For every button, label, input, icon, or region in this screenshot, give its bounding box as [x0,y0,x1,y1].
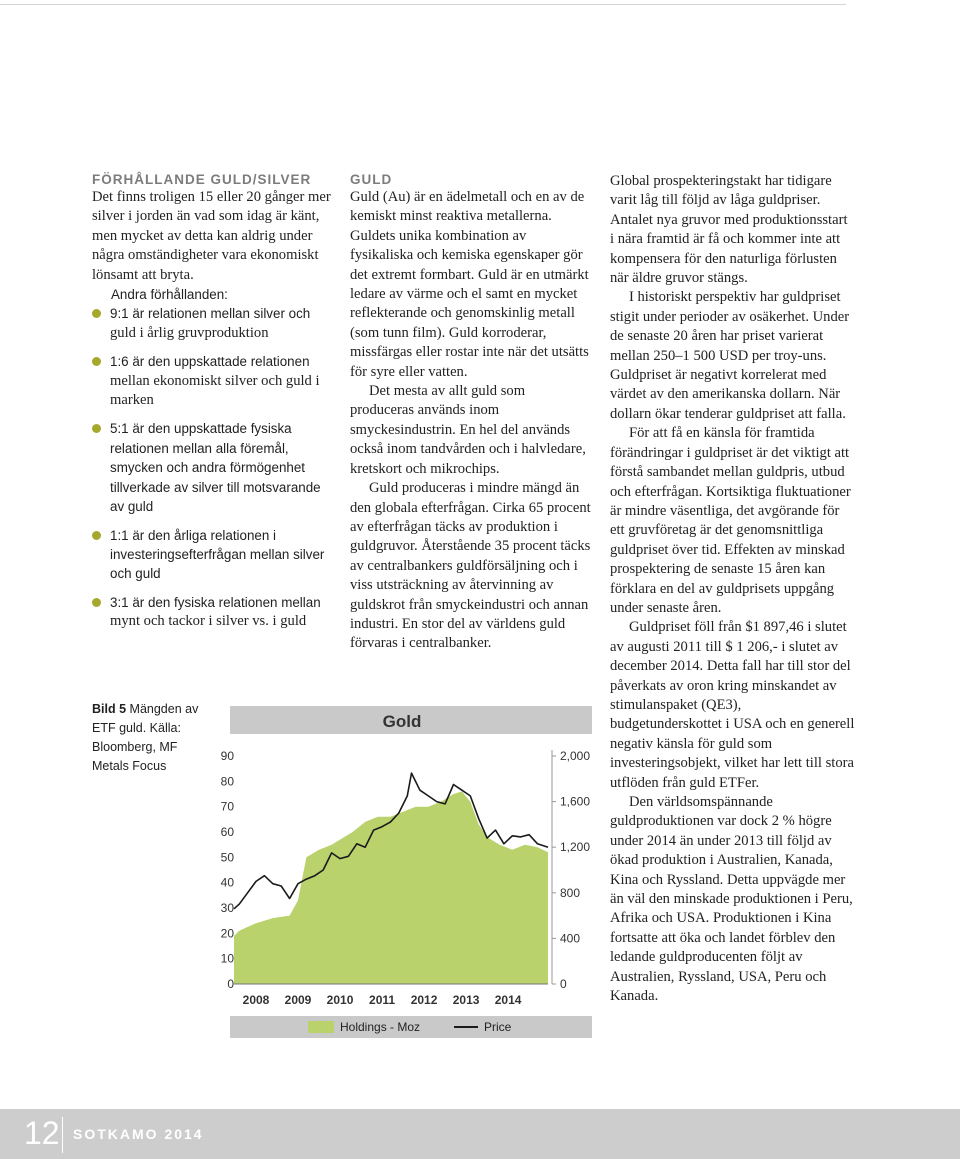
y-left-tick-label: 60 [220,825,234,839]
y-right-tick-label: 1,200 [560,840,591,855]
page-footer [0,1109,960,1159]
bullet-dot-icon [92,598,101,607]
y-right-tick-label: 2,000 [560,749,591,763]
list-item: 5:1 är den uppskattade fysiska relationen mellan alla föremål, smycken och andra förmögenhet tillverkade av silver till motsvarande av guld [92,419,332,516]
figure-caption-text: Mängden av ETF guld. Källa: Bloomberg, MF Metals Focus [92,702,199,773]
x-tick-label: 2013 [452,993,480,1007]
section-heading-gold: GULD [350,172,393,187]
y-left-tick-label: 20 [220,926,234,941]
paragraph: Guldpriset föll från $1 897,46 i slutet av augusti 2011 till $ 1 206,- i slutet av december 2014. Detta fall har till stor del påverkats av oron kring minskandet av stimulanspaket (QE3), budgetunderskottet i USA och en generell negativ känsla för guld som investeringsobjekt, vilket har lett till stora utflöden från guld ETFer. [610,619,855,791]
list-item: 1:1 är den årliga relationen i investeringsefterfrågan mellan silver och guld [92,526,332,584]
bullet-dot-icon [92,357,101,366]
list-item: 3:1 är den fysiska relationen mellan mynt och tackor i silver vs. i guld [92,593,332,632]
figure-label: Bild 5 [92,702,127,716]
chart-title: Gold [382,712,422,731]
lead-text: Andra förhållanden: [111,287,228,303]
paragraph: Guld produceras i mindre mängd än den globala efterfrågan. Cirka 65 procent av efterfrågan täcks av produktion i guldgruvor. Återstående 35 procent täcks av centralbankers guldförsäljning och i viss utsträckning av återvinning av guldskrot från smyckeindustri och annan industri. En stor del av världens guld förvaras i centralbanker. [350,480,591,652]
y-left-tick-label: 0 [227,977,234,991]
legend-label-holdings: Holdings - Moz [340,1020,421,1034]
gold-etf-chart [216,698,606,1040]
publication-title: SOTKAMO 2014 [73,1126,204,1142]
y-right-tick-label: 1,600 [560,794,591,809]
paragraph: I historiskt perspektiv har guldpriset stigit under perioder av osäkerhet. Under de senaste 20 åren har priset varierat mellan 250–1 500 USD per troy-uns. Guldpriset är negativt korrelerat med värdet av den amerikanska dollarn. När dollarn ökar tenderar guldpriset att falla. [610,289,850,422]
paragraph: Den världsomspännande guldproduktionen var dock 2 % högre under 2014 än under 2013 till följd av ökad produktion i Australien, Kanada, Kina och Ryssland. Detta uppvägde mer än väl den minskade produktionen i Peru, Afrika och USA. Produktionen i Kina fortsatte att öka och landet förblev den ledande guldproducenten följt av Australien, Ryssland, USA, Peru och Kanada. [610,794,853,1005]
bullet-dot-icon [92,531,101,540]
x-tick-label: 2010 [326,993,354,1007]
x-tick-label: 2012 [410,993,438,1007]
list-item: 9:1 är relationen mellan silver och guld i årlig gruvproduktion [92,304,332,343]
y-right-tick-label: 400 [560,931,581,946]
y-right-tick-label: 800 [560,885,581,900]
paragraph: Det mesta av allt guld som produceras används inom smyckesindustrin. En hel del används också inom tandvården och i halvledare, kretskort och mikrochips. [350,383,586,477]
y-left-tick-label: 70 [220,799,234,814]
y-left-tick-label: 80 [220,774,234,789]
x-tick-label: 2011 [369,993,396,1007]
x-tick-label: 2014 [494,993,522,1007]
x-tick-label: 2008 [242,993,270,1007]
bullet-dot-icon [92,424,101,433]
page-number: 12 [24,1115,60,1151]
y-left-tick-label: 30 [220,901,234,915]
left-column [92,172,332,632]
legend-label-price: Price [484,1020,512,1034]
section-heading-gold-silver: FÖRHÅLLANDE GULD/SILVER [92,172,312,187]
footer-divider [62,1117,63,1153]
ratio-list [92,304,332,631]
x-tick-label: 2009 [284,993,312,1007]
intro-paragraph: Det finns troligen 15 eller 20 gånger mer silver i jorden än vad som idag är känt, men mycket av detta kan aldrig under några omständigheter vara ekonomiskt lönsamt att bryta. [92,189,331,283]
y-left-tick-label: 10 [220,951,234,966]
y-left-tick-label: 50 [220,850,234,865]
figure-caption [92,700,212,776]
chart-svg [216,698,606,1040]
legend-swatch-holdings [308,1021,334,1033]
top-rule [0,4,846,5]
paragraph: Global prospekteringstakt har tidigare varit låg till följd av låga guldpriser. Antalet nya gruvor med produktionsstart i nära framtid är få och kommer inte att kompensera för den naturliga förlusten när äldre gruvor stängs. [610,173,848,287]
y-left-tick-label: 40 [220,875,234,890]
right-column [610,172,855,1006]
y-right-tick-label: 0 [560,977,567,991]
y-left-tick-label: 90 [220,749,234,763]
paragraph: För att få en känsla för framtida förändringar i guldpriset är det viktigt att förstå sambandet mellan guldpris, utbud och efterfrågan. Kortsiktiga fluktuationer är mindre väsentliga, det avgörande för ett gruvföretag är det genomsnittliga guldpriset över tid. Effekten av minskad prospektering de senaste 15 åren kan förklara en del av guldprisets uppgång under senaste åren. [610,425,851,616]
middle-column [350,172,592,654]
bullet-dot-icon [92,309,101,318]
paragraph: Guld (Au) är en ädelmetall och en av de kemiskt minst reaktiva metallerna. Guldets unika kombination av fysikaliska och kemiska egenskaper gör det extremt formbart. Guld är en utmärkt ledare av värme och el samt en mycket reflekterande och genomskinlig metall (som tunn film). Guld korroderar, missfärgas eller rostar inte när det utsätts för syre eller vatten. [350,189,589,380]
list-item: 1:6 är den uppskattade relationen mellan ekonomiskt silver och guld i marken [92,352,332,410]
